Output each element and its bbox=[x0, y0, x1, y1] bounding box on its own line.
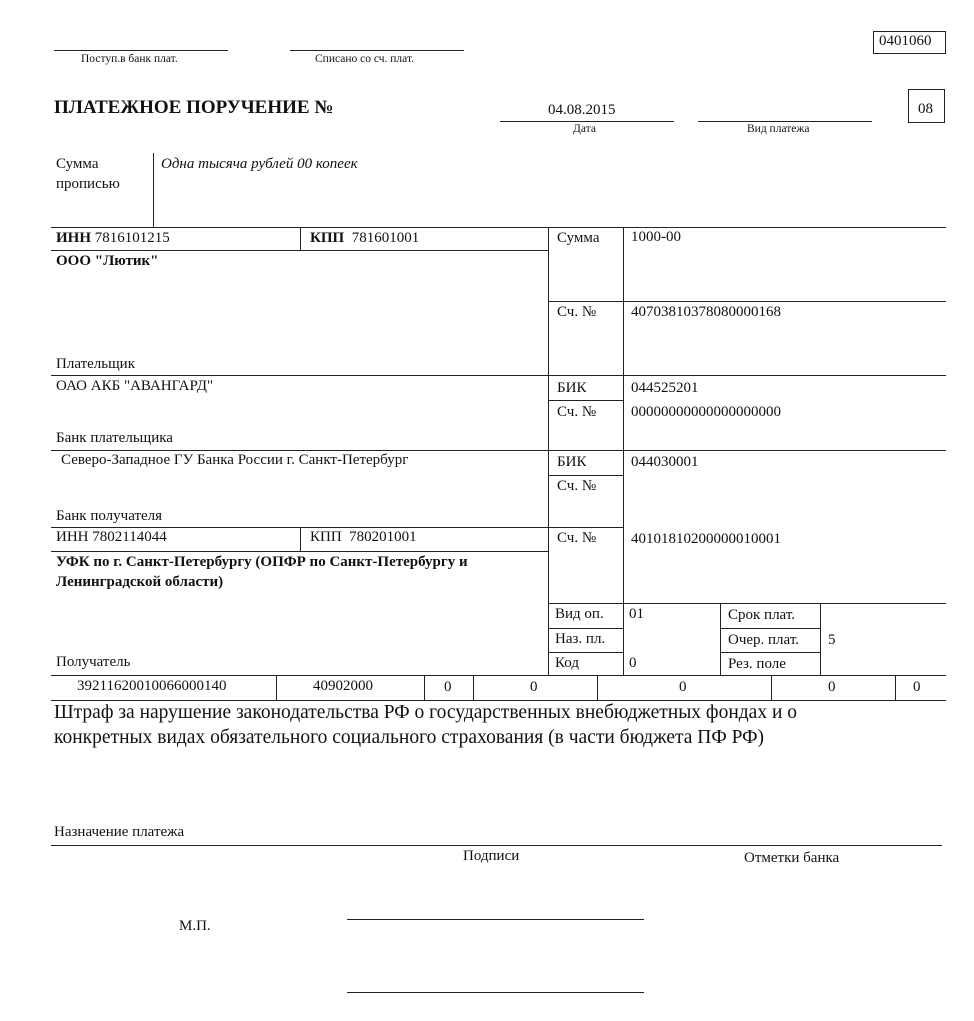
payer-bank-name: ОАО АКБ "АВАНГАРД" bbox=[56, 378, 214, 394]
payer-account-line bbox=[548, 301, 946, 302]
form-code: 0401060 bbox=[879, 33, 932, 49]
payee-name-line-2: Ленинградской области) bbox=[56, 574, 224, 590]
date-value: 04.08.2015 bbox=[548, 102, 616, 118]
bank-marks-label: Отметки банка bbox=[744, 850, 840, 866]
payer-label: Плательщик bbox=[56, 356, 135, 372]
budget-doc-number: 0 bbox=[679, 679, 687, 695]
payee-kpp-label: КПП bbox=[310, 529, 342, 545]
operation-right-line-3 bbox=[720, 652, 820, 653]
col-divider-right bbox=[623, 227, 624, 675]
payment-priority-label: Очер. плат. bbox=[728, 632, 799, 648]
payer-inn-kpp-divider bbox=[300, 227, 301, 250]
signature-line-2 bbox=[347, 992, 644, 993]
reserve-field-label: Рез. поле bbox=[728, 656, 786, 672]
payee-label: Получатель bbox=[56, 654, 131, 670]
debited-label: Списано со сч. плат. bbox=[315, 53, 414, 65]
budget-divider-2 bbox=[424, 675, 425, 700]
date-label: Дата bbox=[573, 123, 596, 135]
budget-kbk: 39211620010066000140 bbox=[77, 678, 227, 694]
grid-line-top bbox=[51, 227, 946, 228]
payee-bank-account-label: Сч. № bbox=[557, 478, 597, 494]
purpose-label: Назначение платежа bbox=[54, 824, 185, 840]
debited-line bbox=[290, 50, 464, 51]
budget-divider-6 bbox=[895, 675, 896, 700]
payee-kpp-value: 780201001 bbox=[349, 529, 417, 545]
payee-bank-line bbox=[51, 450, 946, 451]
payee-inn-label: ИНН bbox=[56, 529, 89, 545]
payee-inn-value: 7802114044 bbox=[92, 529, 167, 545]
payer-bank-bik-label: БИК bbox=[557, 380, 587, 396]
payer-sum-label: Сумма bbox=[557, 230, 600, 246]
payee-bank-bik: 044030001 bbox=[631, 454, 699, 470]
page-title: ПЛАТЕЖНОЕ ПОРУЧЕНИЕ № bbox=[54, 97, 334, 118]
payer-inn bbox=[56, 230, 170, 247]
payment-type-label: Вид платежа bbox=[747, 123, 810, 135]
payee-account: 40101810200000010001 bbox=[631, 531, 781, 547]
payer-bank-bik: 044525201 bbox=[631, 380, 699, 396]
budget-doc-date: 0 bbox=[828, 679, 836, 695]
payee-inn bbox=[56, 529, 167, 546]
payee-inn-bottom-line bbox=[51, 551, 548, 552]
payment-term-label: Срок плат. bbox=[728, 607, 796, 623]
budget-period: 0 bbox=[530, 679, 538, 695]
purpose-bottom-line bbox=[51, 845, 942, 846]
payer-account: 40703810378080000168 bbox=[631, 304, 781, 320]
payer-kpp-value: 781601001 bbox=[351, 230, 420, 246]
payer-inn-line bbox=[51, 250, 548, 251]
payee-bank-label: Банк получателя bbox=[56, 508, 163, 524]
budget-divider-5 bbox=[771, 675, 772, 700]
code-value: 0 bbox=[629, 655, 637, 671]
payer-account-label: Сч. № bbox=[557, 304, 597, 320]
budget-basis: 0 bbox=[444, 679, 452, 695]
operation-line-3 bbox=[548, 652, 623, 653]
payer-bank-label: Банк плательщика bbox=[56, 430, 173, 446]
payment-type-line bbox=[698, 121, 872, 122]
amount-words-label-1: Сумма bbox=[56, 156, 99, 172]
amount-words-value: Одна тысяча рублей 00 копеек bbox=[161, 156, 358, 172]
operation-divider-1 bbox=[720, 603, 721, 675]
payment-priority-value: 5 bbox=[828, 632, 836, 648]
operation-top-line bbox=[548, 603, 946, 604]
payer-bank-account: 00000000000000000000 bbox=[631, 404, 781, 420]
operation-type-value: 01 bbox=[629, 606, 644, 622]
payee-kpp bbox=[310, 529, 417, 546]
payer-sum: 1000-00 bbox=[631, 229, 681, 245]
received-label: Поступ.в банк плат. bbox=[81, 53, 178, 65]
purpose-code-label: Наз. пл. bbox=[555, 631, 606, 647]
date-line bbox=[500, 121, 674, 122]
payer-bank-bik-line bbox=[548, 400, 623, 401]
payer-kpp-label: КПП bbox=[310, 230, 345, 246]
operation-right-line-2 bbox=[720, 628, 820, 629]
payee-inn-kpp-divider bbox=[300, 527, 301, 551]
payee-bank-bik-label: БИК bbox=[557, 454, 587, 470]
payer-name: ООО "Лютик" bbox=[56, 253, 159, 269]
budget-divider-4 bbox=[597, 675, 598, 700]
signatures-label: Подписи bbox=[463, 848, 520, 864]
budget-divider-1 bbox=[276, 675, 277, 700]
payer-bank-line bbox=[51, 375, 946, 376]
budget-divider-3 bbox=[473, 675, 474, 700]
payee-bank-bik-line bbox=[548, 475, 623, 476]
operation-line-2 bbox=[548, 628, 623, 629]
purpose-text-line-1: Штраф за нарушение законодательства РФ о государственных внебюджетных фондах и о bbox=[54, 702, 798, 723]
budget-type: 0 bbox=[913, 679, 921, 695]
code-label: Код bbox=[555, 655, 579, 671]
budget-row-bottom bbox=[51, 700, 946, 701]
budget-oktmo: 40902000 bbox=[313, 678, 373, 694]
payer-bank-account-label: Сч. № bbox=[557, 404, 597, 420]
payer-inn-value: 7816101215 bbox=[94, 230, 170, 246]
payee-account-label: Сч. № bbox=[557, 530, 597, 546]
received-line bbox=[54, 50, 228, 51]
status-code: 08 bbox=[918, 101, 933, 117]
purpose-text-line-2: конкретных видах обязательного социального страхования (в части бюджета ПФ РФ) bbox=[54, 727, 765, 748]
amount-words-label-2: прописью bbox=[56, 176, 120, 192]
col-divider-left bbox=[548, 227, 549, 675]
stamp-label: М.П. bbox=[179, 918, 211, 934]
signature-line-1 bbox=[347, 919, 644, 920]
budget-row-top bbox=[51, 675, 946, 676]
payee-inn-line bbox=[51, 527, 623, 528]
payee-name-line-1: УФК по г. Санкт-Петербургу (ОПФР по Санкт-Петербургу и bbox=[56, 554, 468, 570]
payer-inn-label: ИНН bbox=[56, 230, 92, 246]
amount-words-divider bbox=[153, 153, 154, 227]
operation-type-label: Вид оп. bbox=[555, 606, 604, 622]
payee-bank-name: Северо-Западное ГУ Банка России г. Санкт-Петербург bbox=[61, 452, 409, 468]
operation-divider-2 bbox=[820, 603, 821, 675]
payer-kpp bbox=[310, 230, 419, 247]
